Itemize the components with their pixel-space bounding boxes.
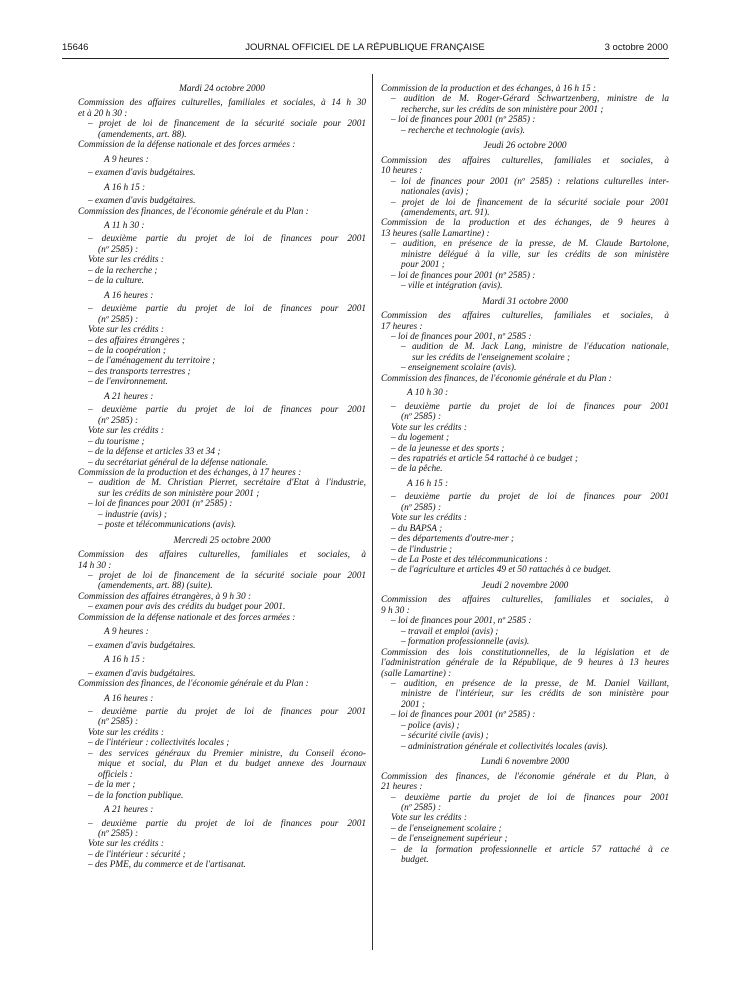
session-time: A 10 h 30 : xyxy=(407,388,449,399)
text-line: (nº 2585) : xyxy=(98,829,139,839)
text-line: (nº 2585) : xyxy=(98,314,139,325)
text-line: – deuxième partie du projet de loi de finances pour 2001 xyxy=(88,234,366,245)
text-line: – ville et intégration (avis). xyxy=(401,281,503,292)
text-line: – loi de finances pour 2001 (nº 2585) : xyxy=(391,710,536,721)
text-line: Vote sur les crédits : xyxy=(391,513,467,524)
text-line: – examen d'avis budgétaires. xyxy=(88,196,196,207)
text-line: – deuxième partie du projet de loi de finances pour 2001 xyxy=(88,405,366,416)
text-line: – de l'enseignement scolaire ; xyxy=(391,823,502,834)
text-line: et à 20 h 30 : xyxy=(78,108,128,119)
text-line: – de l'agriculture et articles 49 et 50 rattachés à ce budget. xyxy=(391,565,612,576)
text-line: budget. xyxy=(401,855,429,866)
text-line: – sécurité civile (avis) ; xyxy=(401,731,489,742)
text-line: sur les crédits de l'enseignement scolaire ; xyxy=(412,352,571,363)
text-line: Commission des affaires culturelles, familiales et sociales, à xyxy=(381,595,669,606)
text-line: – loi de finances pour 2001 (nº 2585) : xyxy=(391,115,536,126)
text-line: – audition, en présence de la presse, de M. Daniel Vaillant, xyxy=(391,679,669,690)
text-line: nationales (avis) ; xyxy=(401,187,469,198)
text-line: – formation professionnelle (avis). xyxy=(401,637,530,648)
text-line: ministre délégué à la ville, sur les crédits de son ministère xyxy=(401,249,669,260)
text-line: – projet de loi de financement de la sécurité sociale pour 2001 xyxy=(88,119,366,130)
page-number: 15646 xyxy=(62,42,89,53)
text-line: Vote sur les crédits : xyxy=(88,839,164,850)
journal-title: JOURNAL OFFICIEL DE LA RÉPUBLIQUE FRANÇAISE xyxy=(245,42,485,53)
session-date-heading: Mardi 24 octobre 2000 xyxy=(179,84,265,94)
session-date-heading: Jeudi 2 novembre 2000 xyxy=(481,580,569,591)
text-line: (amendements, art. 91). xyxy=(401,207,490,218)
text-line: Commission des affaires culturelles, familiales et sociales, à xyxy=(381,155,669,166)
session-date-heading: Mercredi 25 octobre 2000 xyxy=(173,535,271,546)
text-line: – loi de finances pour 2001 (nº 2585) : relations culturelles inter- xyxy=(391,176,669,187)
text-line: – projet de loi de financement de la sécurité sociale pour 2001 xyxy=(88,571,366,582)
text-line: recherche, sur les crédits de son ministère pour 2001 ; xyxy=(401,104,604,115)
text-line: 13 heures (salle Lamartine) : xyxy=(381,228,490,239)
text-line: Commission des finances, de l'économie générale et du Plan : xyxy=(78,206,309,217)
text-line: – des rapatriés et article 54 rattaché à ce budget ; xyxy=(391,453,578,464)
text-line: – du secrétariat général de la défense nationale. xyxy=(88,457,269,468)
text-line: – loi de finances pour 2001 (nº 2585) : xyxy=(391,270,536,281)
text-line: – de La Poste et des télécommunications : xyxy=(391,555,548,566)
text-line: – examen d'avis budgétaires. xyxy=(88,168,196,179)
session-date-heading: Mardi 31 octobre 2000 xyxy=(482,296,568,307)
text-line: – des transports terrestres ; xyxy=(88,366,191,377)
text-line: Commission des affaires culturelles, familiales et sociales, à xyxy=(381,311,669,322)
text-line: – du tourisme ; xyxy=(88,436,145,447)
text-line: – des PME, du commerce et de l'artisanat. xyxy=(88,860,246,871)
text-line: – examen d'avis budgétaires. xyxy=(88,640,196,651)
text-line: – de l'industrie ; xyxy=(391,544,453,555)
text-line: Vote sur les crédits : xyxy=(391,813,467,824)
session-time: A 16 heures : xyxy=(104,693,154,704)
text-line: – de l'intérieur : collectivités locales ; xyxy=(88,738,230,749)
text-line: – de la coopération ; xyxy=(88,345,166,356)
session-time: A 11 h 30 : xyxy=(104,220,145,231)
text-line: Commission des finances, de l'économie générale et du Plan, à xyxy=(381,771,669,782)
text-line: – loi de finances pour 2001, nº 2585 : xyxy=(391,616,532,627)
text-line: 14 h 30 : xyxy=(78,560,112,571)
text-line: 10 heures : xyxy=(381,166,423,177)
text-line: (nº 2585) : xyxy=(401,803,442,813)
text-line: Commission des finances, de l'économie générale et du Plan : xyxy=(78,679,309,690)
text-line: – de la fonction publique. xyxy=(88,790,184,801)
session-date-heading: Jeudi 26 octobre 2000 xyxy=(483,141,567,152)
text-line: Vote sur les crédits : xyxy=(88,255,164,266)
text-line: – travail et emploi (avis) ; xyxy=(401,626,499,637)
text-line: (nº 2585) : xyxy=(98,244,139,255)
text-line: (nº 2585) : xyxy=(98,415,139,426)
text-line: – industrie (avis) ; xyxy=(98,509,167,520)
text-line: – audition de M. Christian Pierret, secrétaire d'Etat à l'industrie, xyxy=(88,478,366,489)
text-line: Vote sur les crédits : xyxy=(88,325,164,336)
text-line: – loi de finances pour 2001 (nº 2585) : xyxy=(88,499,233,510)
text-line: (salle Lamartine) : xyxy=(381,668,452,679)
page-header xyxy=(62,38,668,54)
text-line: – examen pour avis des crédits du budget pour 2001. xyxy=(88,602,286,613)
text-line: Commission de la production et des échanges, à 17 heures : xyxy=(78,467,302,478)
text-line: officiels : xyxy=(98,769,133,780)
session-time: A 21 heures : xyxy=(104,805,154,816)
left-column xyxy=(78,84,366,871)
text-line: 2001 ; xyxy=(401,699,426,710)
text-line: – de la recherche ; xyxy=(88,265,158,276)
text-line: – du logement ; xyxy=(391,433,450,444)
text-line: – de l'enseignement supérieur ; xyxy=(391,834,508,845)
text-line: Commission des affaires étrangères, à 9 h 30 : xyxy=(78,591,252,602)
text-line: – examen d'avis budgétaires. xyxy=(88,668,196,679)
text-line: – deuxième partie du projet de loi de finances pour 2001 xyxy=(88,818,366,829)
text-line: Vote sur les crédits : xyxy=(88,727,164,738)
text-line: – des affaires étrangères ; xyxy=(88,335,185,346)
text-line: – deuxième partie du projet de loi de finances pour 2001 xyxy=(88,707,366,718)
text-line: (nº 2585) : xyxy=(401,412,442,423)
text-line: – de la jeunesse et des sports ; xyxy=(391,443,505,454)
session-time: A 16 h 15 : xyxy=(104,182,146,193)
text-line: – audition de M. Roger-Gérard Schwartzenberg, ministre de la xyxy=(391,94,669,105)
session-time: A 16 h 15 : xyxy=(104,655,146,666)
text-line: – de la mer ; xyxy=(88,780,136,791)
text-line: – de la défense et articles 33 et 34 ; xyxy=(88,447,221,458)
issue-date: 3 octobre 2000 xyxy=(604,42,668,53)
text-line: – projet de loi de financement de la sécurité sociale pour 2001 xyxy=(391,197,669,208)
text-line: (nº 2585) : xyxy=(401,502,442,513)
text-line: – recherche et technologie (avis). xyxy=(401,125,525,136)
text-line: Commission des lois constitutionnelles, de la législation et de xyxy=(381,647,669,658)
text-line: – de l'intérieur : sécurité ; xyxy=(88,849,186,860)
text-line: l'administration générale de la République, de 9 heures à 13 heures xyxy=(381,658,669,669)
session-time: A 16 heures : xyxy=(104,290,154,301)
text-line: – administration générale et collectivités locales (avis). xyxy=(401,741,608,752)
text-line: 17 heures : xyxy=(381,321,423,332)
text-line: sur les crédits de son ministère pour 2001 ; xyxy=(98,488,260,499)
text-line: (nº 2585) : xyxy=(98,717,139,728)
session-time: A 9 heures : xyxy=(104,154,149,165)
text-line: (amendements, art. 88). xyxy=(98,129,187,140)
text-line: – loi de finances pour 2001, nº 2585 : xyxy=(391,331,532,342)
text-line: – de l'environnement. xyxy=(88,377,168,388)
header-rule xyxy=(62,58,669,59)
text-line: – du BAPSA ; xyxy=(391,523,443,534)
text-line: – audition, en présence de la presse, de M. Claude Bartolone, xyxy=(391,239,669,250)
text-line: – deuxième partie du projet de loi de finances pour 2001 xyxy=(391,792,669,803)
text-line: pour 2001 ; xyxy=(401,260,445,271)
session-time: A 16 h 15 : xyxy=(407,478,449,489)
text-line: – police (avis) ; xyxy=(401,720,460,731)
text-line: Vote sur les crédits : xyxy=(88,426,164,437)
column-divider xyxy=(372,74,373,950)
text-line: – enseignement scolaire (avis). xyxy=(401,363,517,374)
text-line: – des services généraux du Premier ministre, du Conseil écono- xyxy=(88,748,366,759)
text-line: – poste et télécommunications (avis). xyxy=(98,520,237,531)
text-line: 21 heures : xyxy=(381,782,423,793)
text-line: 9 h 30 : xyxy=(381,605,410,616)
session-time: A 21 heures : xyxy=(104,391,154,402)
text-line: – de la formation professionnelle et article 57 rattaché à ce xyxy=(391,844,669,855)
session-date-heading: Lundi 6 novembre 2000 xyxy=(480,757,570,768)
text-line: Commission des affaires culturelles, familiales et sociales, à 14 h 30 xyxy=(78,98,366,109)
text-line: Commission de la production et des échanges, de 9 heures à xyxy=(381,218,669,229)
text-line: ministre de l'intérieur, sur les crédits de son ministère pour xyxy=(401,689,669,700)
text-line: – deuxième partie du projet de loi de finances pour 2001 xyxy=(391,492,669,503)
text-line: Commission de la production et des échanges, à 16 h 15 : xyxy=(381,84,597,94)
text-line: – deuxième partie du projet de loi de finances pour 2001 xyxy=(391,401,669,412)
text-line: Commission de la défense nationale et des forces armées : xyxy=(78,140,296,151)
text-line: (amendements, art. 88) (suite). xyxy=(98,581,213,592)
right-column xyxy=(381,84,669,866)
text-line: – audition de M. Jack Lang, ministre de l'éducation nationale, xyxy=(401,342,669,353)
text-line: – de l'aménagement du territoire ; xyxy=(88,356,216,367)
text-line: – des départements d'outre-mer ; xyxy=(391,534,514,545)
text-line: Commission des affaires culturelles, familiales et sociales, à xyxy=(78,550,366,561)
text-line: – de la pêche. xyxy=(391,464,443,475)
text-line: Commission des finances, de l'économie générale et du Plan : xyxy=(381,373,612,384)
text-line: Commission de la défense nationale et des forces armées : xyxy=(78,612,296,623)
session-time: A 9 heures : xyxy=(104,627,149,638)
text-line: Vote sur les crédits : xyxy=(391,422,467,433)
text-line: – deuxième partie du projet de loi de finances pour 2001 xyxy=(88,304,366,315)
text-line: – de la culture. xyxy=(88,276,144,287)
text-line: mique et social, du Plan et du budget annexe des Journaux xyxy=(98,759,366,770)
